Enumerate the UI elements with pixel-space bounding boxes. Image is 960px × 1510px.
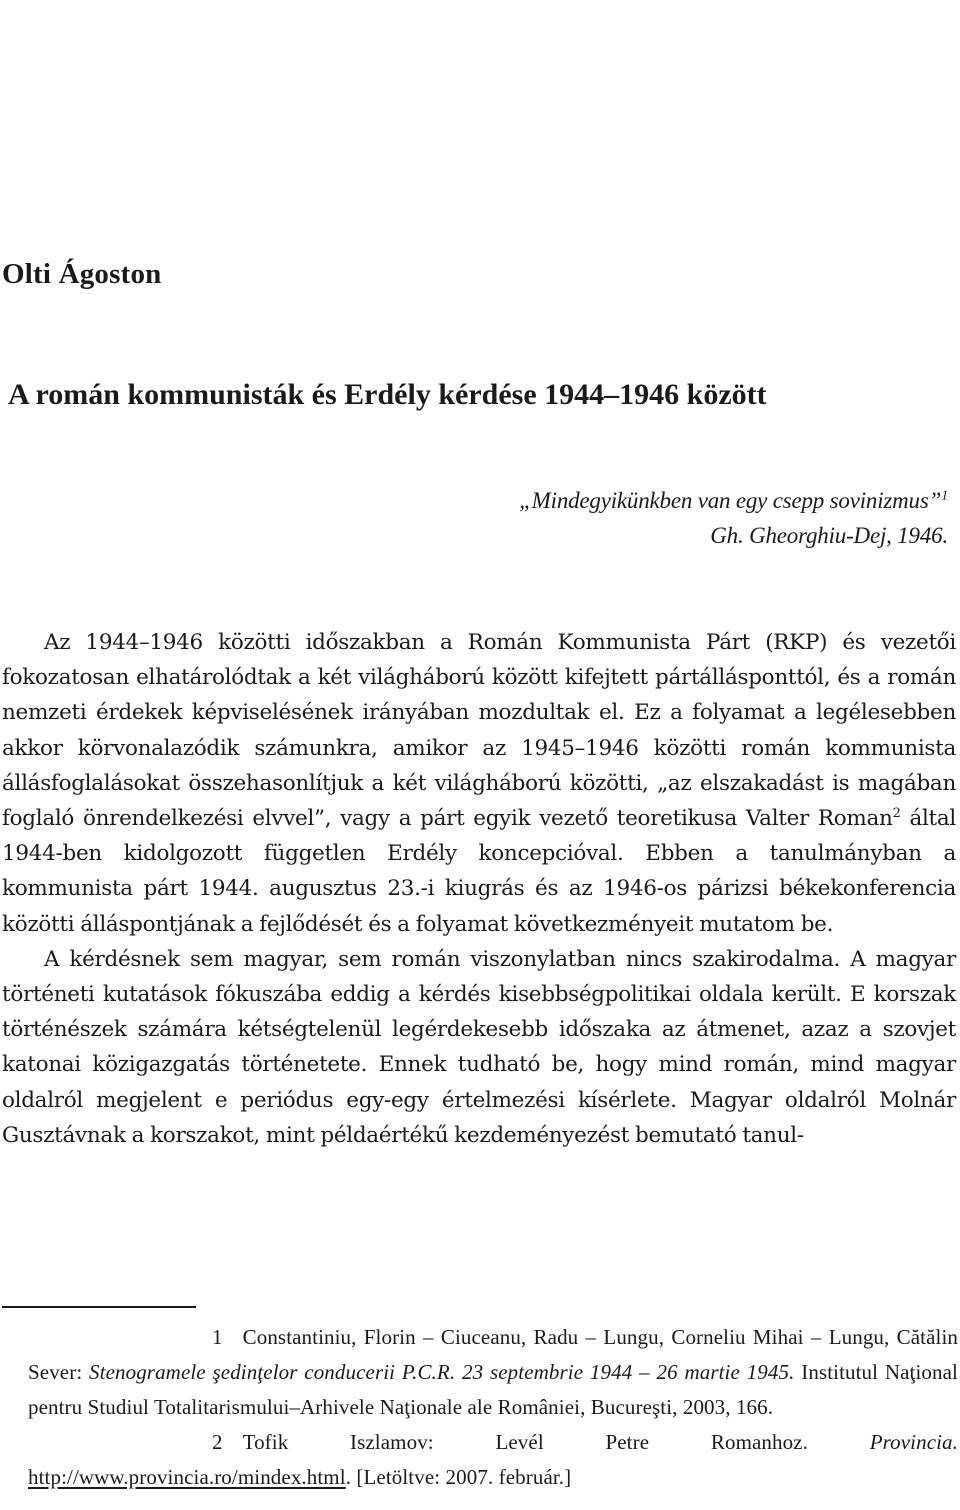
article-body xyxy=(2,625,956,1153)
footnotes xyxy=(28,1320,958,1495)
footnote-divider xyxy=(2,1306,196,1308)
footnote-1-authors: Constantiniu, Florin – Ciuceanu, Radu – Lungu, Corneliu Mihai – Lungu, Cătălin Sever: xyxy=(28,1325,958,1384)
footnote-1-work-title: Stenogramele şedinţelor conducerii P.C.R. 23 septembrie 1944 – 26 martie 1945. xyxy=(89,1360,795,1384)
footnote-number: 1 xyxy=(212,1325,223,1349)
footnote-2-retrieved: . [Letöltve: 2007. február.] xyxy=(345,1465,572,1489)
article-title: A román kommunisták és Erdély kérdése 1944–1946 között xyxy=(8,378,767,411)
epigraph-quote-line xyxy=(248,483,948,518)
author-name: Olti Ágoston xyxy=(2,258,162,290)
footnote-2 xyxy=(28,1425,958,1495)
footnote-1 xyxy=(28,1320,958,1425)
footnote-ref-1[interactable]: 1 xyxy=(941,488,948,504)
paragraph-1 xyxy=(2,625,956,942)
paragraph-1-text-b: által 1944-ben kidolgozott független Erdély koncepcióval. Ebben a tanulmányban a kommunista párt 1944. augusztus 23.-i kiugrás és az 1946-os párizsi békekonferencia közötti álláspontjának a fejlődését és a folyamat következményeit mutatom be. xyxy=(2,806,956,937)
footnote-2-text: Tofik Iszlamov: Levél Petre Romanhoz. xyxy=(242,1430,870,1454)
paragraph-2: A kérdésnek sem magyar, sem román viszonylatban nincs szakirodalma. A magyar történeti kutatások fókuszába eddig a kérdés kisebbségpolitikai oldala került. E korszak történészek számára kétségtelenül legérdekesebb időszaka az átmenet, azaz a szovjet katonai közigazgatás történetete. Ennek tudható be, hogy mind román, mind magyar oldalról megjelent e periódus egy-egy értelmezési kísérlete. Magyar oldalról Molnár Gusztávnak a korszakot, mint példaértékű kezdeményezést bemutató tanul- xyxy=(2,946,956,1148)
paragraph-1-text-a: Az 1944–1946 közötti időszakban a Román Kommunista Párt (RKP) és vezetői fokozatosan elhatárolódtak a két világháború között kifejtett pártállásponttól, és a román nemzeti érdekek képviselésének irányában mozdultak el. Ez a folyamat a legélesebben akkor körvonalazódik számunkra, amikor az 1945–1946 közötti román kommunista állásfoglalásokat összehasonlítjuk a két világháború közötti, „az elszakadást is magában foglaló önrendelkezési elvvel”, vagy a párt egyik vezető teoretikusa Valter Roman xyxy=(2,630,956,832)
footnote-1-publisher: Institutul Naţional pentru Studiul Totalitarismului–Arhivele Naţionale ale României, Bucureşti, 2003, 166. xyxy=(28,1360,958,1419)
footnote-2-url-link[interactable]: http://www.provincia.ro/mindex.html xyxy=(28,1465,346,1489)
footnote-2-journal: Provincia. xyxy=(869,1430,958,1454)
footnote-ref-2[interactable]: 2 xyxy=(892,805,901,821)
footnote-number: 2 xyxy=(212,1430,223,1454)
epigraph-attribution: Gh. Gheorghiu-Dej, 1946. xyxy=(710,523,948,548)
epigraph-quote: „Mindegyikünkben van egy csepp sovinizmus” xyxy=(519,488,942,513)
epigraph xyxy=(248,483,948,553)
